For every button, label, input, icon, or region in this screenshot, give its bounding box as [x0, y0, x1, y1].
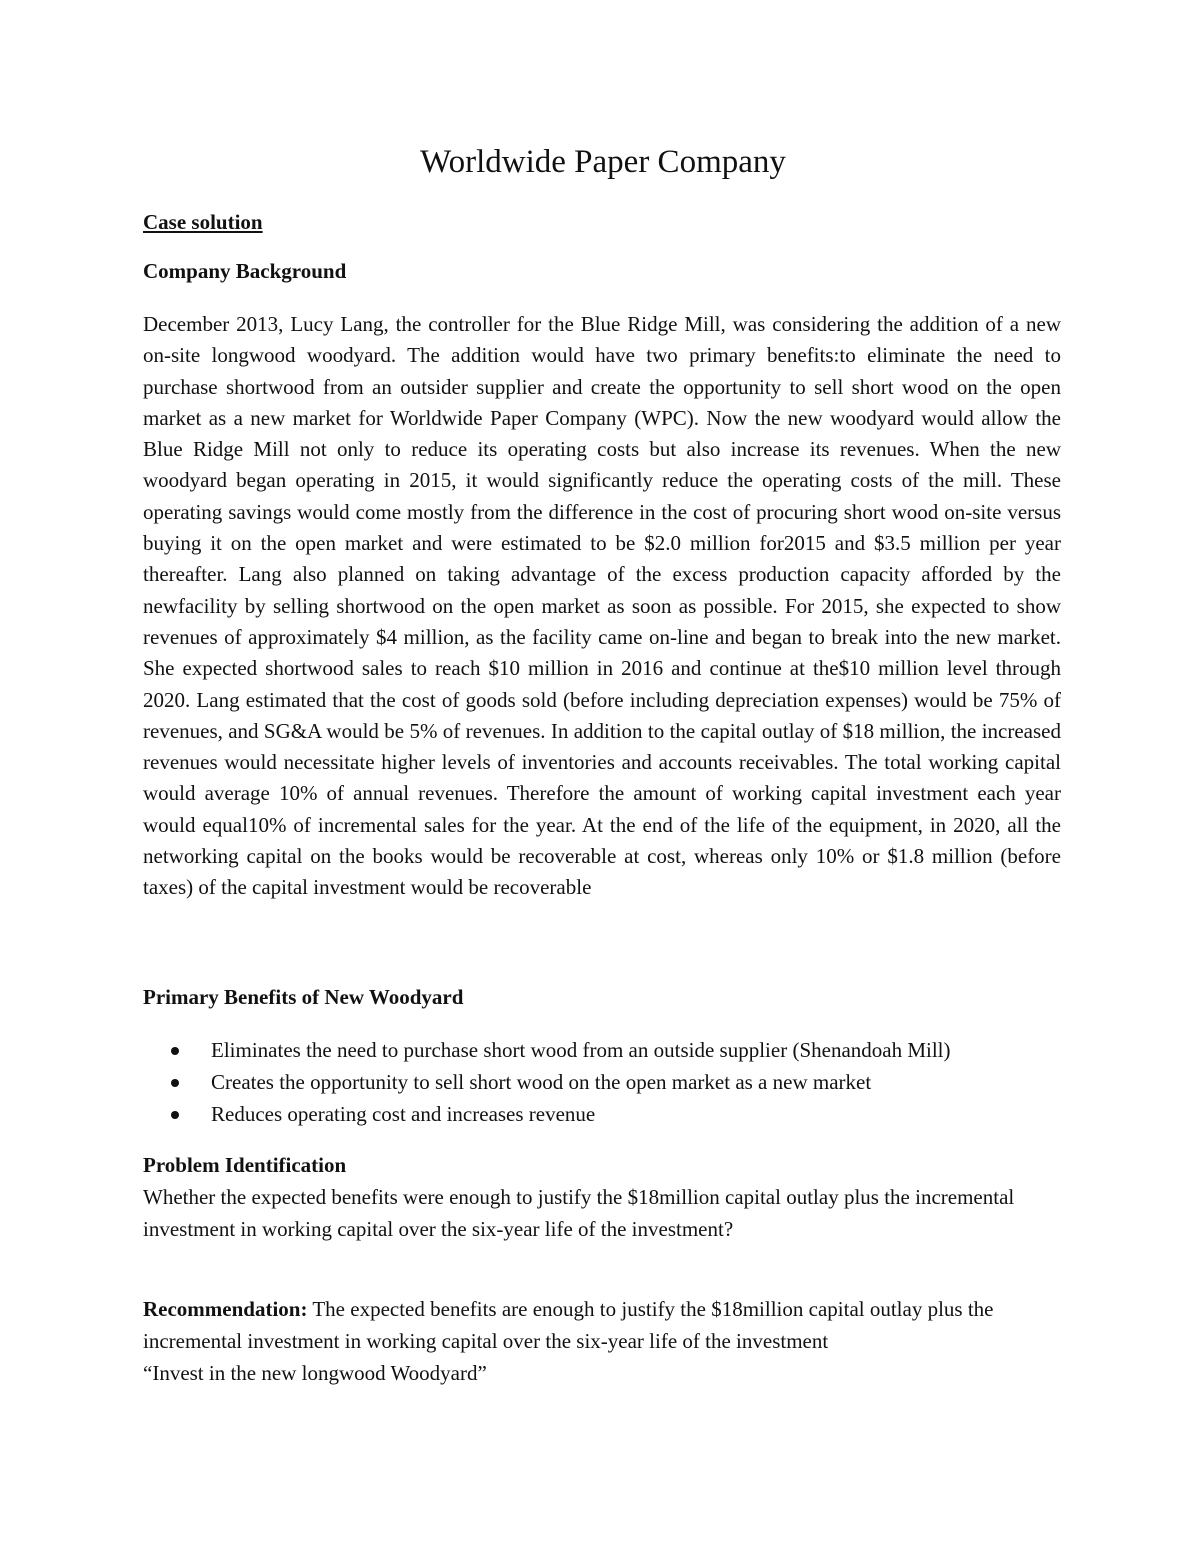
background-heading: Company Background: [143, 259, 347, 283]
background-paragraph: December 2013, Lucy Lang, the controller for the Blue Ridge Mill, was considering the addition of a new on-site longwood woodyard. The addition would have two primary benefits:to eliminate the need to purchase shortwood from an outsider supplier and create the opportunity to sell short wood on the open market as a new market for Worldwide Paper Company (WPC). Now the new woodyard would allow the Blue Ridge Mill not only to reduce its operating costs but also increase its revenues. When the new woodyard began operating in 2015, it would significantly reduce the operating costs of the mill. These operating savings would come mostly from the difference in the cost of procuring short wood on-site versus buying it on the open market and were estimated to be $2.0 million for2015 and $3.5 million per year thereafter. Lang also planned on taking advantage of the excess production capacity afforded by the newfacility by selling shortwood on the open market as soon as possible. For 2015, she expected to show revenues of approximately $4 million, as the facility came on-line and began to break into the new market. She expected shortwood sales to reach $10 million in 2016 and continue at the$10 million level through 2020. Lang estimated that the cost of goods sold (before including depreciation expenses) would be 75% of revenues, and SG&A would be 5% of revenues. In addition to the capital outlay of $18 million, the increased revenues would necessitate higher levels of inventories and accounts receivables. The total working capital would average 10% of annual revenues. Therefore the amount of working capital investment each year would equal10% of incremental sales for the year. At the end of the life of the equipment, in 2020, all the networking capital on the books would be recoverable at cost, whereas only 10% or $1.8 million (before taxes) of the capital investment would be recoverable: [143, 312, 1061, 900]
benefit-text: Reduces operating cost and increases revenue: [211, 1102, 596, 1126]
bullet-icon: [171, 1111, 179, 1119]
benefit-text: Eliminates the need to purchase short wood from an outside supplier (Shenandoah Mill): [211, 1038, 951, 1062]
list-item: [171, 1034, 1051, 1066]
bullet-icon: [171, 1079, 179, 1087]
list-item: [171, 1066, 1051, 1098]
recommendation-quote: “Invest in the new longwood Woodyard”: [143, 1361, 487, 1385]
recommendation-paragraph: [143, 1293, 1043, 1389]
recommendation-label: Recommendation:: [143, 1297, 308, 1321]
benefits-heading: Primary Benefits of New Woodyard: [143, 985, 464, 1009]
problem-paragraph: Whether the expected benefits were enough to justify the $18million capital outlay plus the incremental investment in working capital over the six-year life of the investment?: [143, 1185, 1015, 1241]
recommendation-text: The expected benefits are enough to justify the $18million capital outlay plus the incremental investment in working capital over the six-year life of the investment: [143, 1297, 994, 1353]
benefits-list: [171, 1034, 1051, 1130]
case-solution-label: Case solution: [143, 210, 263, 234]
bullet-icon: [171, 1047, 179, 1055]
benefit-text: Creates the opportunity to sell short wood on the open market as a new market: [211, 1070, 872, 1094]
list-item: [171, 1098, 1051, 1130]
page-title: Worldwide Paper Company: [420, 144, 786, 180]
problem-heading: Problem Identification: [143, 1153, 347, 1177]
